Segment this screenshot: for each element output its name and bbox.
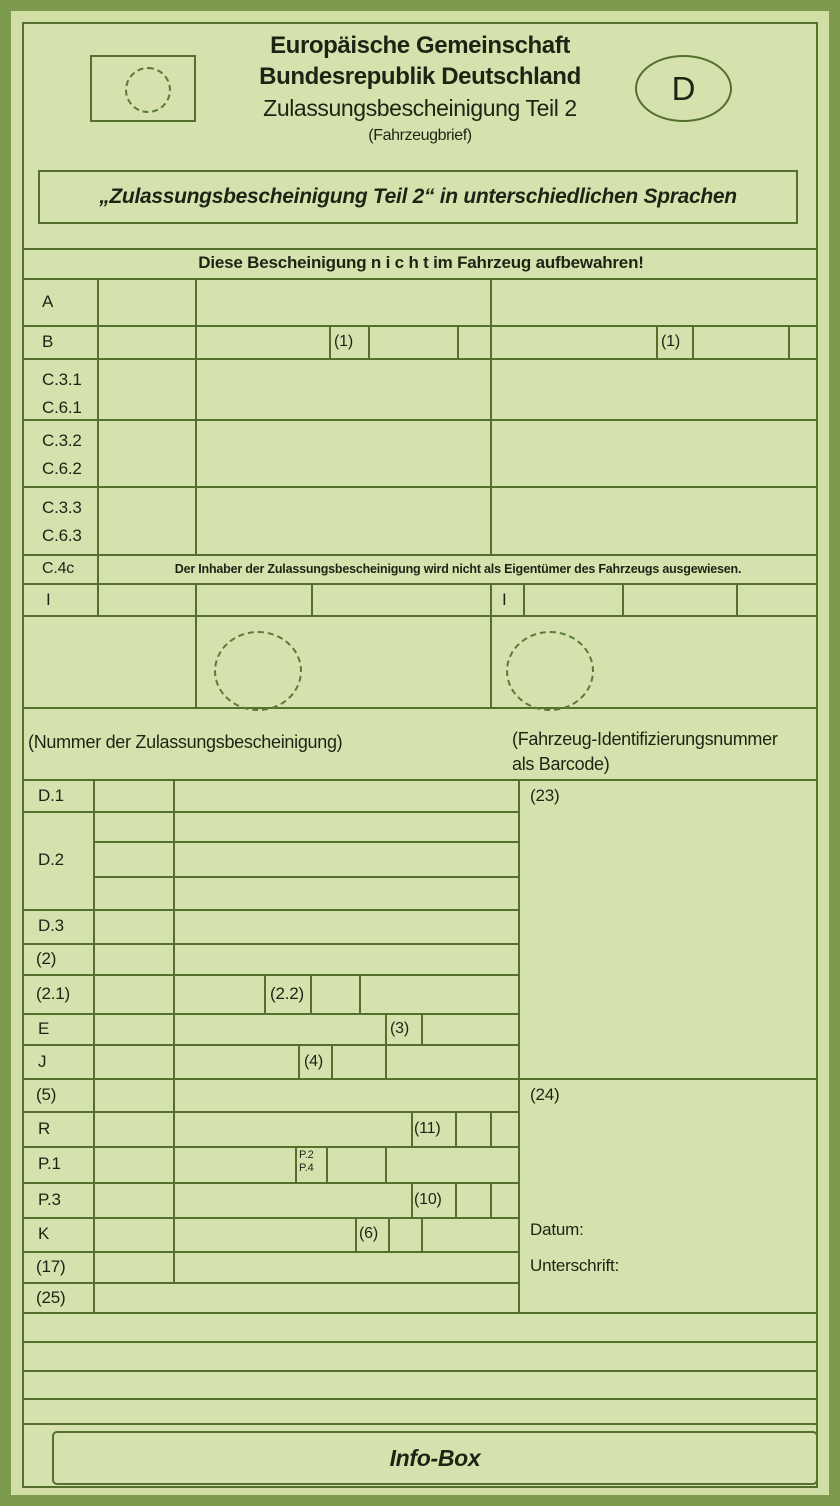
stamp-placeholder-box [90, 55, 196, 122]
field-label-p4: P.4 [299, 1162, 314, 1174]
stamp-circle-left [214, 631, 302, 711]
field-label-2-2: (2.2) [270, 984, 304, 1003]
field-label-c61: C.6.1 [42, 398, 82, 417]
field-label-p2: P.2 [299, 1149, 314, 1161]
stamp-circle-right [506, 631, 594, 711]
field-label-5: (5) [36, 1085, 57, 1104]
field-label-r: R [38, 1119, 51, 1138]
owner-disclaimer-note: Der Inhaber der Zulassungsbescheinigung wird nicht als Eigentümer des Fahrzeugs ausgewiesen. [174, 562, 742, 576]
field-label-c32-c62 [42, 427, 82, 483]
field-label-a: A [42, 292, 54, 311]
field-label-23: (23) [530, 786, 560, 805]
field-label-24: (24) [530, 1085, 560, 1104]
field-label-c4c: C.4c [42, 560, 75, 577]
field-label-c33: C.3.3 [42, 498, 82, 517]
caption-registration-number: (Nummer der Zulassungsbescheinigung) [28, 732, 343, 752]
caption-vin-line2: als Barcode) [512, 754, 610, 774]
field-label-c31-c61 [42, 366, 82, 422]
field-label-d2: D.2 [38, 850, 64, 869]
country-oval [635, 55, 732, 122]
ref-3: (3) [390, 1020, 409, 1037]
ref-10: (10) [414, 1191, 442, 1208]
field-label-c62: C.6.2 [42, 459, 82, 478]
ref-4: (4) [304, 1053, 323, 1070]
signature-label: Unterschrift: [530, 1256, 620, 1275]
field-label-d1: D.1 [38, 786, 64, 805]
title-line-4: (Fahrzeugbrief) [368, 127, 472, 144]
language-banner: „Zulassungsbescheinigung Teil 2“ in unterschiedlichen Sprachen [38, 170, 798, 224]
title-line-2: Bundesrepublik Deutschland [259, 63, 581, 90]
info-box: Info-Box [52, 1431, 818, 1485]
stamp-circle-icon [125, 67, 171, 113]
ref-6: (6) [359, 1225, 378, 1242]
field-label-d3: D.3 [38, 916, 64, 935]
field-label-k: K [38, 1224, 50, 1243]
ref-1-right: (1) [661, 333, 680, 350]
field-label-i-left: I [46, 590, 51, 609]
ref-11: (11) [414, 1120, 441, 1137]
field-label-c63: C.6.3 [42, 526, 82, 545]
field-label-p1: P.1 [38, 1154, 61, 1173]
field-label-25: (25) [36, 1288, 66, 1307]
country-letter: D [671, 70, 696, 107]
field-label-c33-c63 [42, 494, 82, 550]
field-label-p3: P.3 [38, 1190, 61, 1209]
field-label-i-right: I [502, 590, 507, 609]
field-label-b: B [42, 332, 54, 351]
ref-1-left: (1) [334, 333, 353, 350]
caption-vin-barcode [512, 727, 840, 777]
field-label-c32: C.3.2 [42, 431, 82, 450]
field-label-2-1: (2.1) [36, 984, 70, 1003]
title-line-3: Zulassungsbescheinigung Teil 2 [263, 95, 577, 121]
caption-vin-line1: (Fahrzeug-Identifizierungsnummer [512, 729, 778, 749]
field-label-p2-p4 [299, 1149, 314, 1175]
field-label-17: (17) [36, 1257, 66, 1276]
title-line-1: Europäische Gemeinschaft [270, 32, 570, 59]
field-label-e: E [38, 1019, 50, 1038]
date-label: Datum: [530, 1220, 584, 1239]
field-label-j: J [38, 1052, 47, 1071]
field-label-c31: C.3.1 [42, 370, 82, 389]
keep-out-of-vehicle-warning: Diese Bescheinigung n i c h t im Fahrzeug aufbewahren! [198, 253, 644, 272]
field-label-2: (2) [36, 949, 57, 968]
